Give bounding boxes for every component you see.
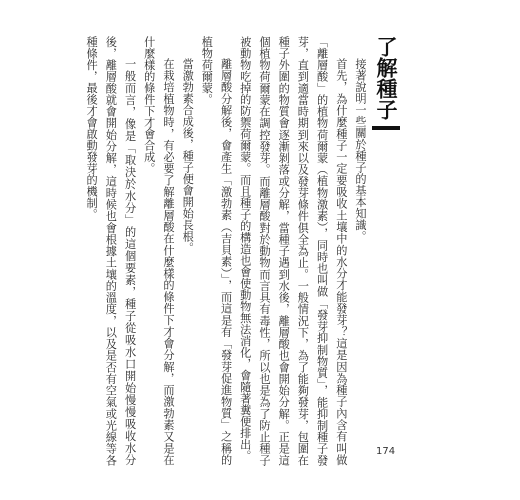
paragraph-rooting: 當激勃素合成後，種子便會開始長根。 — [181, 58, 195, 254]
page-number: 174 — [376, 446, 396, 457]
section-title: 了解種子 — [374, 36, 398, 120]
paragraph-gibberellin: 離層酸分解後，會產生「激勃素（吉貝素）」，而這是有「發芽促進物質」之稱的植物荷爾蒙。 — [200, 36, 233, 466]
body-text — [85, 36, 370, 466]
paragraph-intro: 接著說明一些關於種子的基本知識。 — [354, 58, 367, 243]
paragraph-water-factor: 一般而言，像是「取決於水分」的這個要素，種子從吸水口開始慢慢吸收水分後，離層酸就會開始分解，這時候也會根據土壤的溫度，以及是否有空氣或光線等各種條件，最後才會啟動發芽的機制。 — [85, 36, 137, 466]
paragraph-cultivation: 在栽培植物時，有必要了解離層酸在什麼樣的條件下才會分解，而激勃素又是在什麼樣的條件下才會合成。 — [142, 36, 175, 466]
title-underline-bar — [372, 126, 400, 130]
paragraph-abscisic-acid: 首先，為什麼種子一定要吸收土壤中的水分才能發芽？這是因為種子內含有叫做「離層酸」的植物荷爾蒙（植物激素），同時也叫做「發芽抑制物質」，能抑制種子發芽，直到適當時期到來以及發芽條件俱全為止。一般情況下，為了能夠發芽，包圍在種子外圍的物質會逐漸剝落或分解，當種子遇到水後，離層酸也會開始分解。正是這個植物荷爾蒙在調控發芽。而離層酸對於動物而言具有毒性，所以也是為了防止種子被動物吃掉的防禦荷爾蒙。而且種子的構造也會使動物無法消化，會隨著糞便排出。 — [238, 36, 348, 466]
